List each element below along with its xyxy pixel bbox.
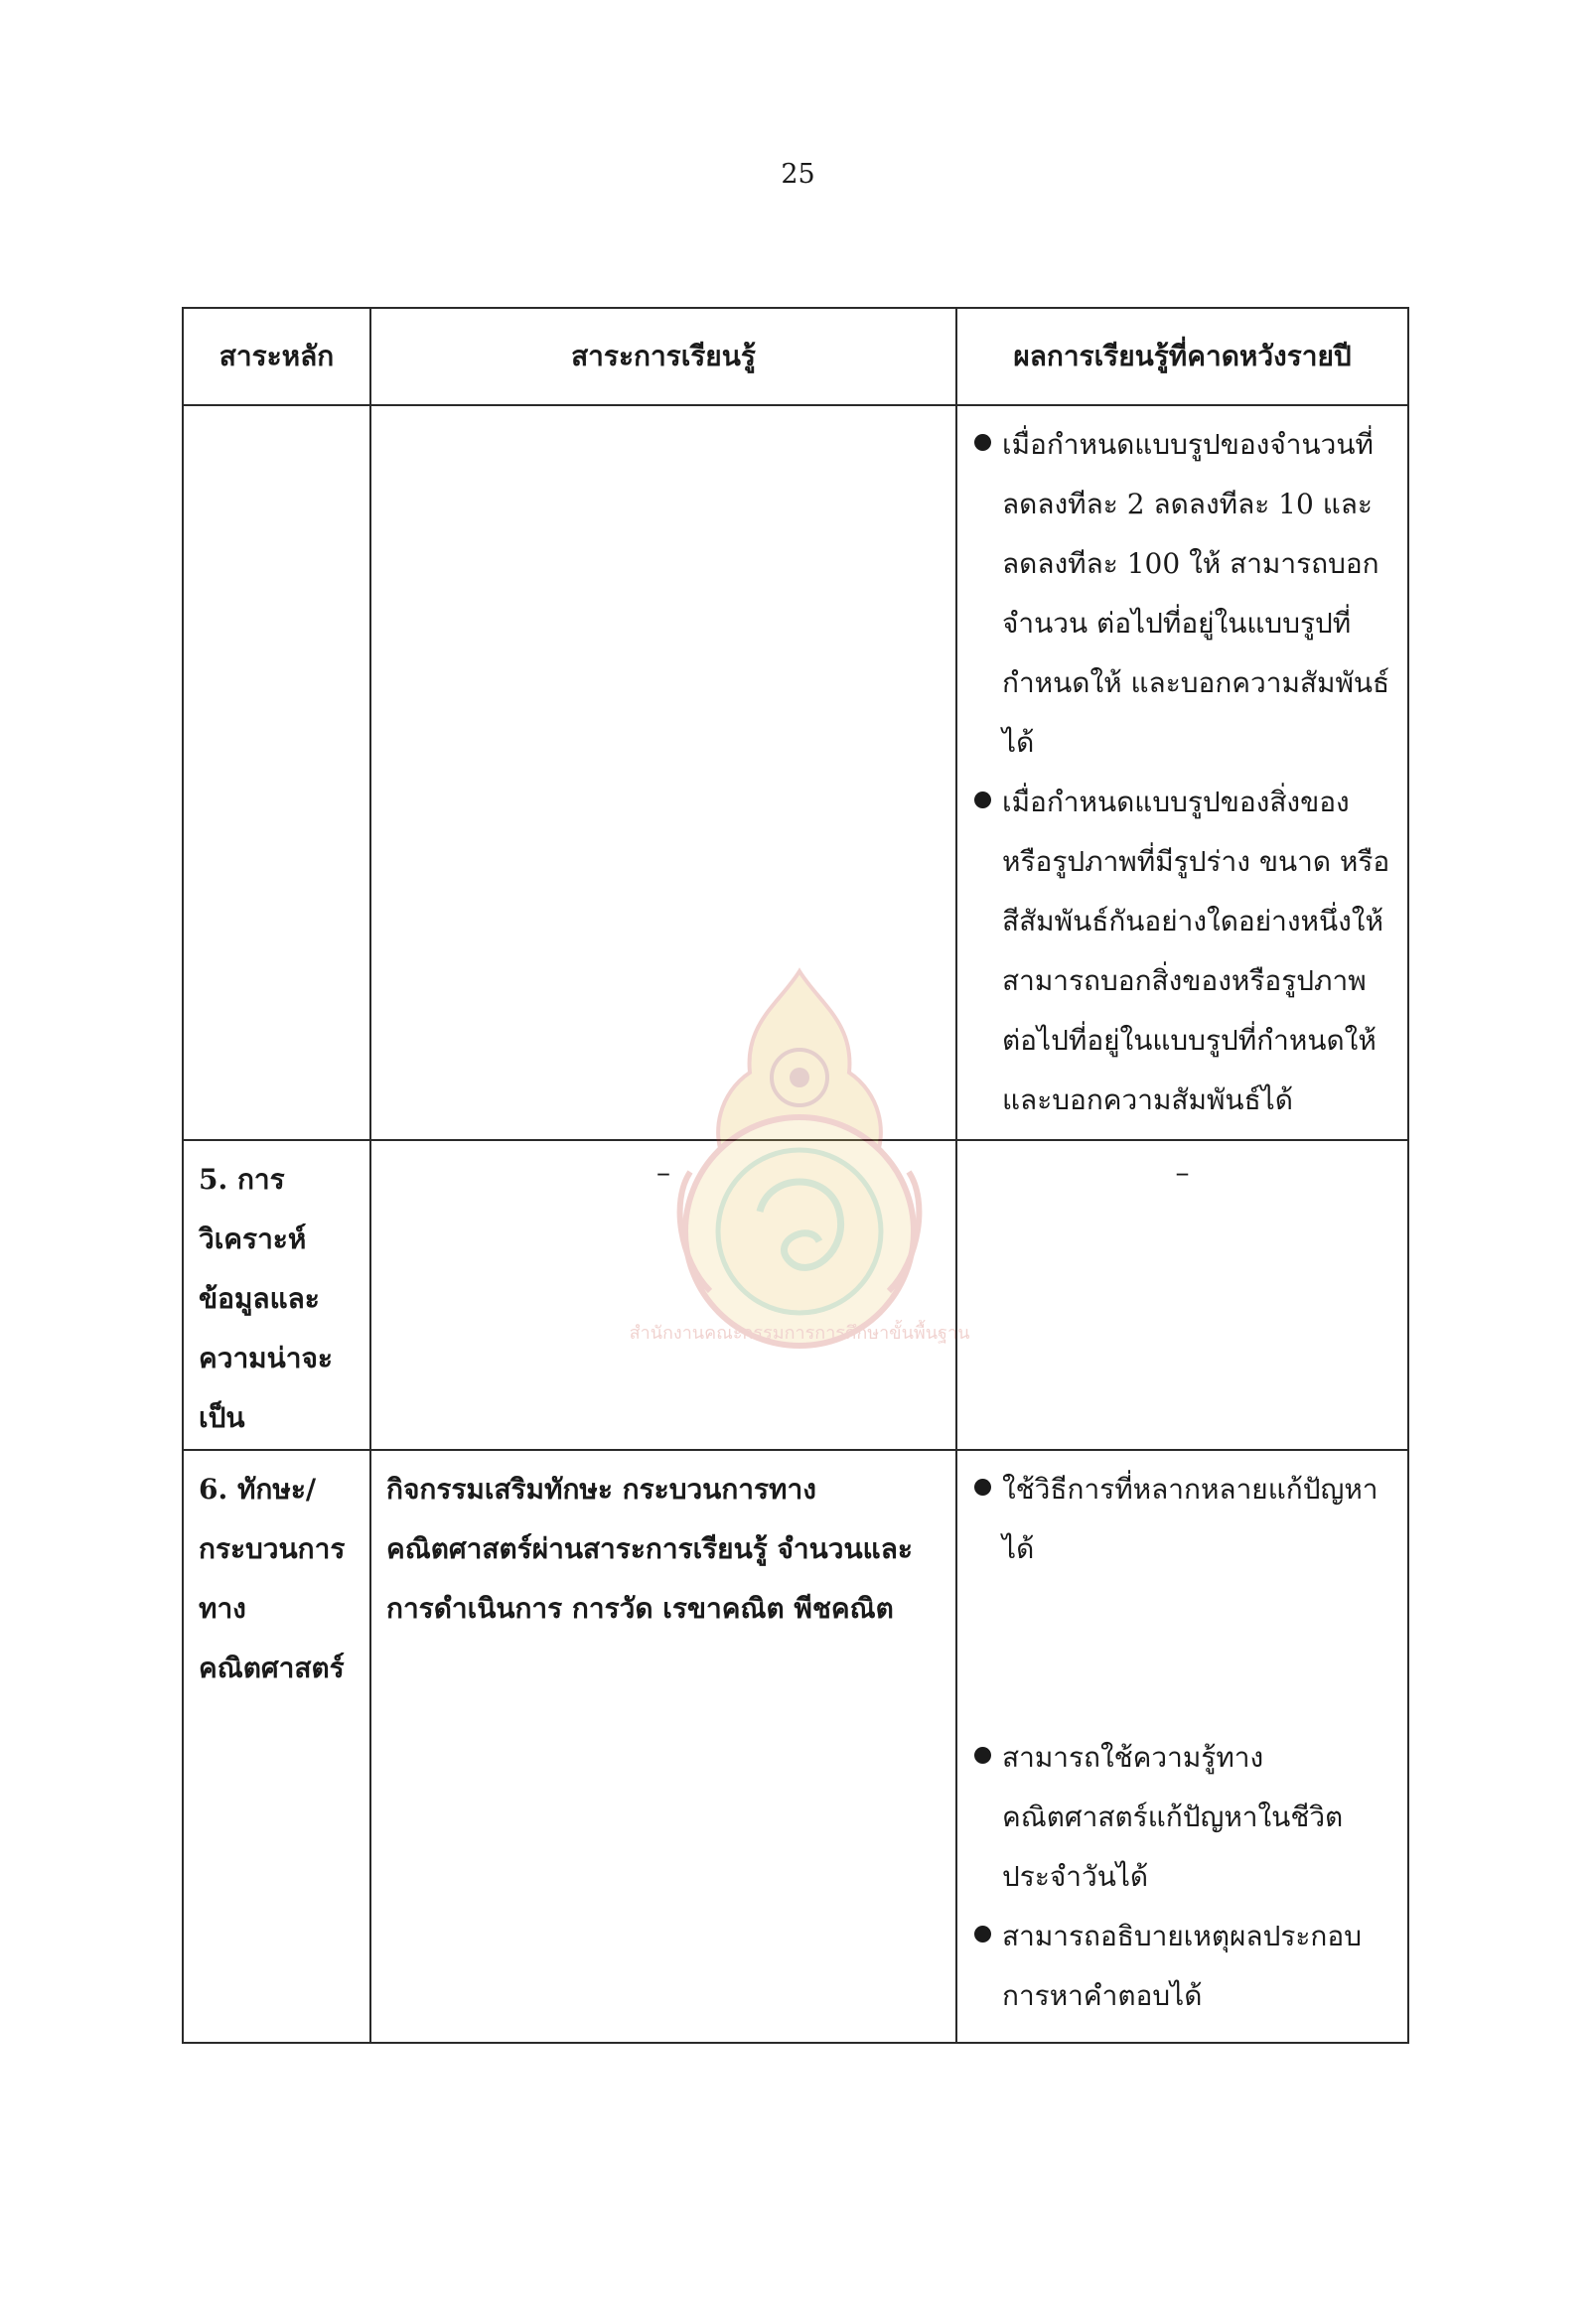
outcome-item: เมื่อกำหนดแบบรูปของจำนวนที่ลดลงทีละ 2 ลดลงทีละ 10 และลดลงทีละ 100 ให้ สามารถบอกจำนวน ต่อไปที่อยู่ในแบบรูปที่กำหนดให้ และบอกความสัมพันธ์ได้ [972, 415, 1394, 773]
table-row [183, 405, 1408, 1140]
page-number: 25 [781, 159, 815, 190]
header-learning-content: สาระการเรียนรู้ [370, 308, 956, 405]
row2-outcome-cell: – [956, 1140, 1408, 1450]
row1-outcomes-cell [956, 405, 1408, 1140]
row2-main-cell: 5. การวิเคราะห์ข้อมูลและความน่าจะเป็น [183, 1140, 370, 1450]
outcome-item: เมื่อกำหนดแบบรูปของสิ่งของหรือรูปภาพที่มีรูปร่าง ขนาด หรือสีสัมพันธ์กันอย่างใดอย่างหนึ่งให้ สามารถบอกสิ่งของหรือรูปภาพต่อไปที่อยู่ในแบบรูปที่กำหนดให้และบอกความสัมพันธ์ได้ [972, 773, 1394, 1130]
header-main-topic: สาระหลัก [183, 308, 370, 405]
table-header-row [183, 308, 1408, 405]
row3-content-cell: กิจกรรมเสริมทักษะ กระบวนการทางคณิตศาสตร์ผ่านสาระการเรียนรู้ จำนวนและการดำเนินการ การวัด เรขาคณิต พีชคณิต [370, 1450, 956, 2043]
row1-content-cell [370, 405, 956, 1140]
bullet-icon [974, 792, 991, 808]
row2-content-cell: – [370, 1140, 956, 1450]
curriculum-table [182, 307, 1409, 2044]
row3-main-cell: 6. ทักษะ/กระบวนการทางคณิตศาสตร์ [183, 1450, 370, 2043]
bullet-icon [974, 1479, 991, 1496]
table-row [183, 1140, 1408, 1450]
row3-outcomes-cell [956, 1450, 1408, 2043]
header-expected-outcomes: ผลการเรียนรู้ที่คาดหวังรายปี [956, 308, 1408, 405]
bullet-icon [974, 434, 991, 451]
bullet-icon [974, 1926, 991, 1943]
outcome-item: ใช้วิธีการที่หลากหลายแก้ปัญหาได้ [972, 1460, 1394, 1579]
seal-ring-text: สำนักงานคณะกรรมการการศึกษาขั้นพื้นฐาน [629, 1323, 970, 1344]
outcome-item: สามารถใช้ความรู้ทางคณิตศาสตร์แก้ปัญหาในชีวิตประจำวันได้ [972, 1728, 1394, 1907]
outcome-item: สามารถอธิบายเหตุผลประกอบการหาคำตอบได้ [972, 1907, 1394, 2026]
row1-main-cell [183, 405, 370, 1140]
table-row [183, 1450, 1408, 2043]
bullet-icon [974, 1747, 991, 1764]
